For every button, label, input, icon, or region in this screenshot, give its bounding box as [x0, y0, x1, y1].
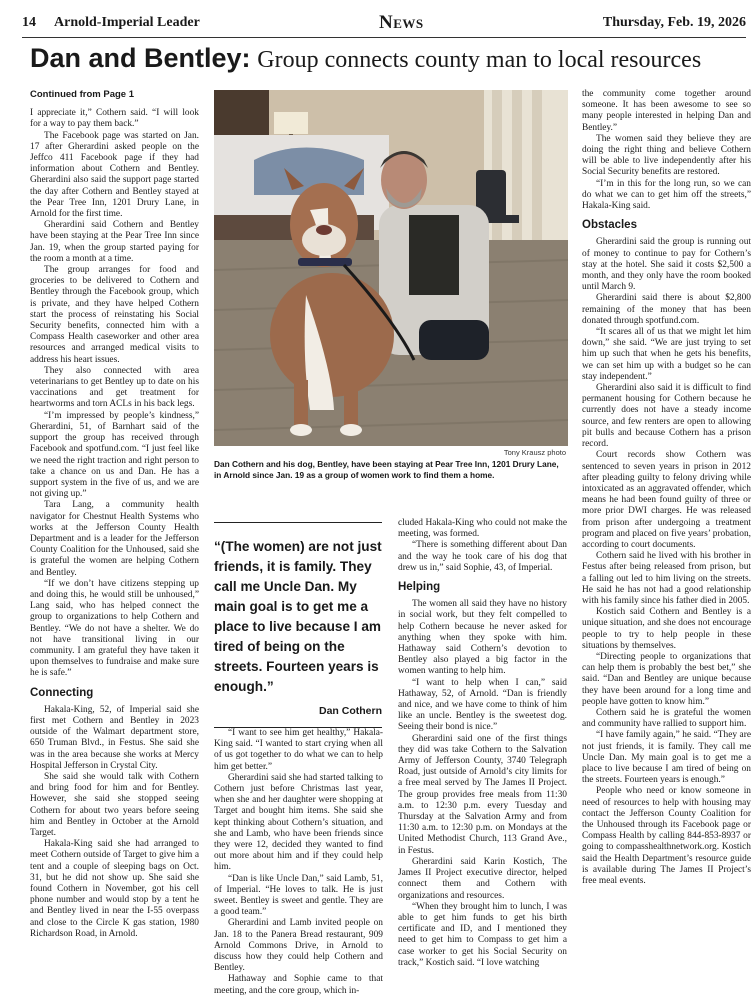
- paragraph: Gherardini said she had started talking to Cothern just before Christmas last year, when she and her daughter were shopping at Target and bought him items. She said she kept thinking about Cothern’s situation, and she and Lamb, who have been friends since they were 12, decided they wanted to find out more about him and if they could help him.: [214, 772, 383, 873]
- paragraph: Gherardini and Lamb invited people on Jan. 18 to the Panera Bread restaurant, 909 Arnold Commons Drive, in Arnold to discuss how they could help Cothern and Bentley.: [214, 918, 383, 974]
- paragraph: Gherardini said Cothern and Bentley have been staying at the Pear Tree Inn since Jan. 19, when the group started paying for the room a month at a time.: [30, 220, 199, 264]
- paragraph: “I want to see him get healthy,” Hakala-King said. “I wanted to start crying when all of us got together to do what we can to help him get better.”: [214, 728, 383, 772]
- issue-date: Thursday, Feb. 19, 2026: [602, 15, 746, 30]
- paragraph: Hakala-King said she had arranged to meet Cothern outside of Target to give him a tent and a couple of sleeping bags on Oct. 31, but he did not show up. She said she found Cothern in November, got his cell phone number and would stop by a tent he and Bentley lived in near the I-55 overpass and close to the Circle K gas station, 1980 Richardson Road, in Arnold.: [30, 839, 199, 939]
- article-column-2: [214, 728, 383, 996]
- paragraph: The women said they believe they are doing the right thing and believe Cothern will be able to live independently after his Social Security benefits are restored.: [582, 133, 751, 178]
- paragraph: the community come together around someone. It has been awesome to see so many people interested in helping Dan and Bentley.”: [582, 89, 751, 133]
- photo-credit: Tony Krausz photo: [503, 448, 566, 457]
- paragraph: Gherardini said the group is running out of money to continue to pay for Cothern’s stay at the hotel. She said it costs $2,500 a month, and they only have the room booked until March 9.: [582, 237, 751, 293]
- paragraph: “I want to help when I can,” said Hathaway, 52, of Arnold. “Dan is friendly and nice, and we have come to think of him like an uncle. Bentley is the sweetest dog. Seeing their bond is nice.”: [398, 677, 567, 733]
- paragraph: “There is something different about Dan and the way he took care of his dog that drew us in,” said Sophie, 43, of Imperial.: [398, 540, 567, 573]
- header-left: [22, 15, 200, 31]
- subhead-connecting: Connecting: [30, 686, 94, 699]
- paragraph: People who need or know someone in need of resources to help with housing may contact the Jefferson County Coalition for the Unhoused through its Facebook page or Compass Health by calling 844-853-8937 or going to compasshealthnetwork.org. Kostich said the Health Department’s resource guide is available during The James II Project’s free meal events.: [582, 786, 751, 887]
- article-column-1: [30, 89, 199, 979]
- subhead-obstacles: Obstacles: [582, 219, 637, 232]
- photo-dan-and-bentley: [214, 90, 568, 446]
- paragraph: The Facebook page was started on Jan. 17 after Gherardini asked people on the Jeffco 411 Facebook page if they had information about Cothern and Bentley. Gherardini also said the support page started the day after Cothern and Bentley stayed at the Pear Tree Inn, 1201 Drury Lane, in Arnold for the first time.: [30, 130, 199, 220]
- paragraph: Gherardini said one of the first things they did was take Cothern to the Salvation Army of Jefferson County, 3740 Telegraph Road, just outside of Arnold’s city limits for a free meal served by The James II Project. The group provides free meals from 11:30 a.m. to 12:30 p.m. every Tuesday and Thursday at the Salvation Army and from 11:30 a.m. to 12:30 p.m. on Mondays at the United Methodist Church, 113 Grand Ave., in Festus.: [398, 733, 567, 856]
- paragraph: Hathaway and Sophie came to that meeting, and the core group, which in-: [214, 974, 383, 996]
- paragraph: “I’m impressed by people’s kindness,” Gherardini, 51, of Barnhart said of the support the group has received through Facebook and spotfund.com. “I just feel like we need the right traction and right person to take a chance on us and Dan. He has a support system in the five of us, and we are not giving up.”: [30, 410, 199, 500]
- paragraph: “I have family again,” he said. “They are not just friends, it is family. They call me Uncle Dan. My main goal is to get me a place to live because I am tired of being on the streets. Fourteen years is enough.”: [582, 730, 751, 786]
- paragraph: “Dan is like Uncle Dan,” said Lamb, 51, of Imperial. “He loves to talk. He is just sweet. Bentley is sweet and gentle. They are a good team.”: [214, 873, 383, 918]
- publication-name: Arnold-Imperial Leader: [54, 15, 200, 30]
- paragraph: She said she would talk with Cothern and bring food for him and for Bentley. However, she said she stopped seeing Cothern for about two years before seeing him and Bentley in October at the Arnold Target.: [30, 771, 199, 838]
- subhead-helping: Helping: [398, 581, 441, 594]
- headline-main: Dan and Bentley:: [30, 43, 251, 73]
- paragraph: “When they brought him to lunch, I was able to get him funds to get his birth certificate and ID, and I mentioned they need to get him to Compass to get him a case worker to get his Social Security on track,” Kostich said. “I love watching: [398, 901, 567, 968]
- article-column-4: [582, 89, 751, 979]
- paragraph: The group arranges for food and groceries to be delivered to Cothern and Bentley through the Facebook group, which is private, and they have helped Cothern start the process of reinstating his Social Security benefits, connected him with a Compass Health caseworker and other area resources and arranged medical visits to address his heart issues.: [30, 265, 199, 365]
- paragraph: “It scares all of us that we might let him down,” she said. “We are just trying to set him up such that when he gets his benefits, we can set him up with a budget so he can stay independent.”: [582, 327, 751, 382]
- paragraph: “I’m in this for the long run, so we can do what we can to get him off the streets,” Hakala-King said.: [582, 178, 751, 212]
- article-column-3: [398, 518, 567, 978]
- section-name: News: [379, 12, 424, 33]
- paragraph: The women all said they have no history in social work, but they felt compelled to help Cothern because he never asked for anything when they spoke with him. Hathaway said Cothern’s devotion to Bentley also played a big factor in the women wanting to help him.: [398, 599, 567, 677]
- page-number: 14: [22, 15, 36, 30]
- paragraph: Cothern said he is grateful the women and community have rallied to support him.: [582, 707, 751, 730]
- paragraph: Hakala-King, 52, of Imperial said she first met Cothern and Bentley in 2023 outside of the Walmart department store, 650 Truman Blvd., in Festus. She said she was in the area because she works at Mercy Hospital Jefferson in Crystal City.: [30, 704, 199, 771]
- paragraph: Cothern said he lived with his brother in Festus after being released from prison, but a falling out led to him living on the streets. He said he has not had a good relationship with his family since his father died in 2005.: [582, 551, 751, 606]
- paragraph: Kostich said Cothern and Bentley is a unique situation, and she does not encourage people to try to help people in these situations by themselves.: [582, 607, 751, 651]
- paragraph: “If we don’t have citizens stepping up and doing this, he would still be unhoused,” Lang said, who has helped connect the group to organizations to help Cothern and Bentley. “We do not have a shelter. We do not have transitional living in our community. I am grateful they have taken it upon themselves to fundraise and make sure he is safe.”: [30, 578, 199, 679]
- paragraph: Gherardini said there is about $2,800 remaining of the money that has been donated through spotfund.com.: [582, 293, 751, 326]
- paragraph: I appreciate it,” Cothern said. “I will look for a way to pay them back.”: [30, 108, 199, 130]
- paragraph: They also connected with area veterinarians to get Bentley up to date on his vaccinations and get treatment for heartworms and torn ACLs in his back legs.: [30, 365, 199, 410]
- pull-quote: [214, 522, 382, 728]
- photo-caption: Dan Cothern and his dog, Bentley, have been staying at Pear Tree Inn, 1201 Drury Lane, in Arnold since Jan. 19 as a group of women work to find them a home.: [214, 459, 559, 480]
- paragraph: Gherardini said Karin Kostich, The James II Project executive director, helped connect them and Cothern with organizations and resources.: [398, 856, 567, 901]
- page-header: [22, 9, 746, 38]
- headline-sub: Group connects county man to local resources: [257, 47, 702, 73]
- paragraph: cluded Hakala-King who could not make the meeting, was formed.: [398, 518, 567, 540]
- paragraph: Gherardini also said it is difficult to find permanent housing for Cothern because he currently does not have a steady income source, and few renters are open to allowing pit bulls and because Cothern has a prison record.: [582, 383, 751, 450]
- paragraph: Court records show Cothern was sentenced to seven years in prison in 2012 after pleading guilty to felony driving while intoxicated as an aggravated offender, which means he had been found guilty of three or more prior DWI charges. He was released from prison after undergoing a treatment program and placed on five years’ probation, according to court documents.: [582, 450, 751, 550]
- continued-label: Continued from Page 1: [30, 89, 134, 100]
- pull-quote-author: Dan Cothern: [319, 705, 382, 717]
- paragraph: “Directing people to organizations that can help them is probably the best bet,” she said. “Dan and Bentley are unique because they have been around for a long time and people have gotten to know him.”: [582, 651, 751, 707]
- headline: [30, 42, 750, 76]
- pull-quote-text: “(The women) are not just friends, it is family. They call me Uncle Dan. My main goal is to get me a place to live because I am tired of being on the streets. Fourteen years is enough.”: [214, 539, 382, 694]
- paragraph: Tara Lang, a community health navigator for Chestnut Health Systems who works at the Jefferson County Health Department and is a leader for the Jefferson County Coalition for the Unhoused, said she is grateful the women are helping Cothern and Bentley.: [30, 500, 199, 578]
- article-photo: [214, 90, 568, 446]
